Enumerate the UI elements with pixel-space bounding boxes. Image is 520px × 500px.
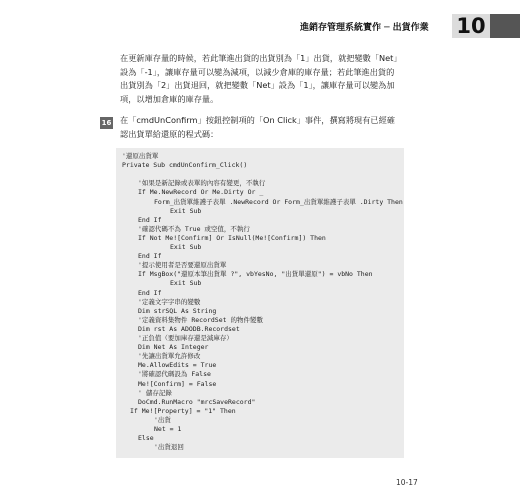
code-line: If Not Me![Confirm] Or IsNull(Me![Confirm]) Then [138,233,326,242]
code-line: Else [138,434,154,443]
code-line: DoCmd.RunMacro "mrcSaveRecord" [138,397,256,406]
code-line: '提示使用者是否要還原出貨單 [138,261,227,270]
code-listing [116,148,404,458]
code-line: Dim strSQL As String [138,306,217,315]
intro-paragraph: 在更新庫存量的時候，若此筆進出貨的出貨別為「1」出貨，就把變數「Net」設為「-1」，讓庫存量可以變為減項，以減少倉庫的庫存量；若此筆進出貨的出貨別為「2」出貨退回，就把變數「Net」設為「1」，讓庫存量可以變為加項，以增加倉庫的庫存量。 [120,53,398,104]
code-line: '定義資料集物件 RecordSet 的物件變數 [138,315,263,324]
code-line: Private Sub cmdUnConfirm_Click() [122,161,248,170]
code-line: '出貨 [154,415,171,424]
code-line: Me.AllowEdits = True [138,361,217,370]
code-line: '將確認代碼設為 False [138,370,211,379]
code-line: Exit Sub [170,279,202,288]
code-line: Net = 1 [154,425,182,433]
code-line: Exit Sub [170,206,202,215]
chapter-number: 10 [452,14,490,38]
step-instruction: 在「cmdUnConfirm」按鈕控制項的「On Click」事件，撰寫將現有已經確認出貨單給還原的程式碼： [120,115,395,139]
code-line: End If [138,288,162,297]
code-line: If MsgBox("還原本筆出貨單 ?", vbYesNo, "出貨單還原") = vbNo Then [138,270,373,279]
code-line: If Me![Property] = "1" Then [130,406,236,415]
code-line: '確認代碼不為 True 或空值，不執行 [138,224,250,233]
code-line: End If [138,215,162,224]
header-title: 進銷存管理系統實作 ─ 出貨作業 [300,23,429,33]
code-line: Dim Net As Integer [138,343,209,352]
page-number: 10-17 [396,478,418,487]
code-line: '先讓出貨單允許修改 [138,352,201,361]
code-line: End If [138,252,162,261]
code-line: '如果是新記錄或表單的內容有變更，不執行 [138,179,266,188]
code-line: Dim rst As ADODB.Recordset [138,324,240,333]
code-line: Me![Confirm] = False [138,379,217,388]
code-line: '正負值（要加庫存還是減庫存） [138,334,233,342]
code-line: '出貨退回 [154,443,184,452]
code-line: If Me.NewRecord Or Me.Dirty Or _ [138,188,264,197]
code-line: Form_出貨單維護子表單 .NewRecord Or Form_出貨單維護子表單 .Dirty Then [154,197,403,206]
header-accent-bar [490,14,520,38]
code-line: ' 儲存記錄 [138,388,172,397]
running-header [300,14,520,38]
step-number-badge: 16 [101,119,112,127]
code-line: '還原出貨單 [122,152,159,160]
code-line: Exit Sub [170,243,202,251]
code-line: '定義文字字串的變數 [138,297,201,306]
